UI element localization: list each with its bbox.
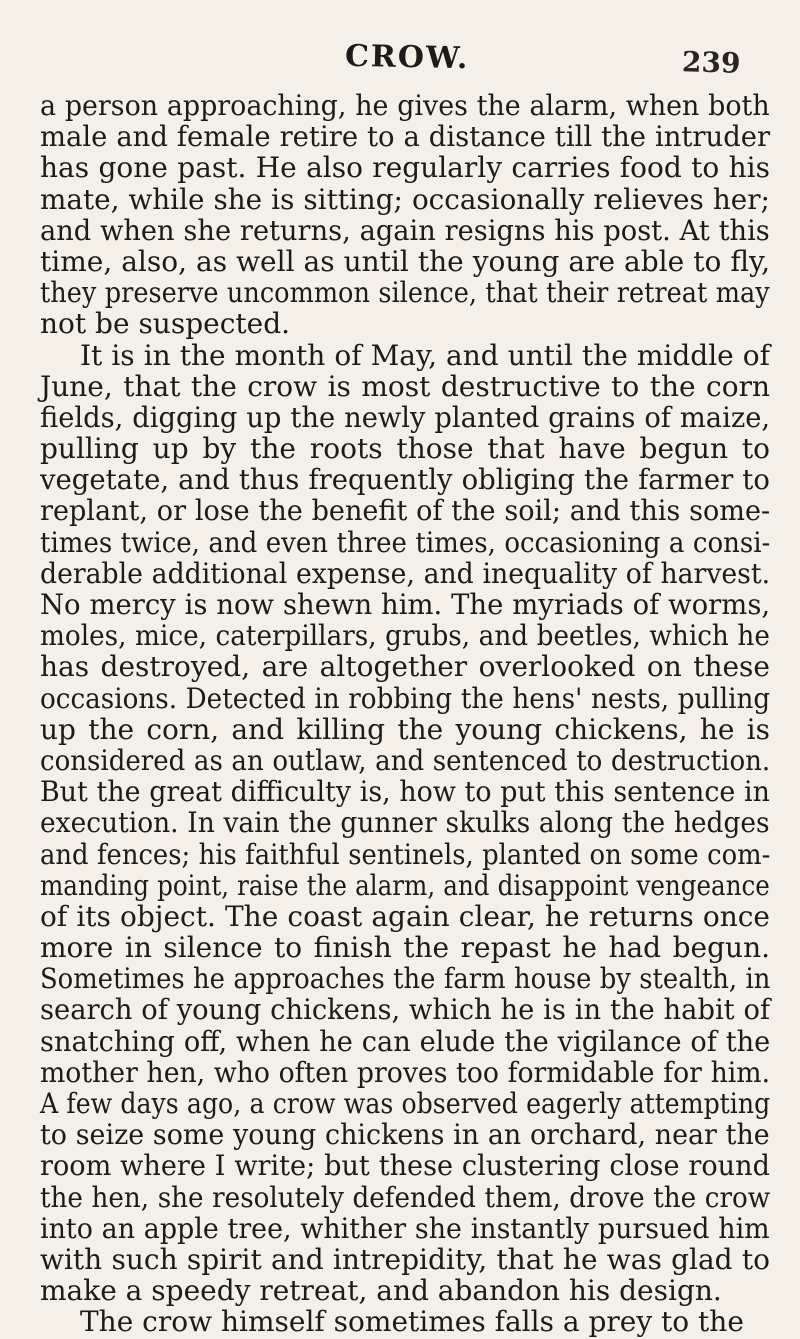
text-line: not be suspected. (40, 307, 291, 341)
text-line: has destroyed, are altogether overlooked on these (40, 650, 770, 684)
text-line: The crow himself sometimes falls a prey to the (80, 1305, 744, 1339)
text-line: up the corn, and killing the young chickens, he is (40, 712, 770, 746)
text-line: times twice, and even three times, occasioning a consi- (40, 525, 771, 559)
body-text (40, 90, 770, 1338)
text-line: derable additional expense, and inequality of harvest. (40, 556, 771, 590)
text-line: mother hen, who often proves too formidable for him. (40, 1055, 771, 1089)
running-head: CROW. (344, 38, 470, 77)
page-header (0, 22, 800, 80)
text-line: and when she returns, again resigns his post. At this (40, 213, 770, 247)
page-number: 239 (681, 45, 741, 80)
text-line: vegetate, and thus frequently obliging the farmer to (40, 463, 770, 497)
text-line: occasions. Detected in robbing the hens' nests, pulling (40, 681, 771, 715)
text-line: moles, mice, caterpillars, grubs, and beetles, which he (40, 619, 770, 653)
text-line: A few days ago, a crow was observed eagerly attempting (40, 1087, 771, 1120)
text-line: more in silence to finish the repast he had begun. (40, 931, 770, 965)
text-line: make a speedy retreat, and abandon his design. (40, 1274, 722, 1308)
text-line: they preserve uncommon silence, that their retreat may (40, 276, 770, 310)
text-line: But the great difficulty is, how to put this sentence in (40, 775, 770, 809)
text-line: execution. In vain the gunner skulks along the hedges (40, 806, 770, 840)
text-line: It is in the month of May, and until the middle of (80, 338, 770, 372)
text-line: of its object. The coast again clear, he returns once (40, 899, 770, 933)
text-line: considered as an outlaw, and sentenced to destruction. (40, 743, 771, 777)
text-line: time, also, as well as until the young are able to fly, (40, 244, 770, 278)
text-line: No mercy is now shewn him. The myriads of worms, (40, 588, 771, 621)
text-line: Sometimes he approaches the farm house by stealth, in (40, 962, 771, 996)
text-line: mate, while she is sitting; occasionally relieves her; (40, 182, 770, 216)
text-line: search of young chickens, which he is in the habit of (40, 993, 771, 1027)
text-line: pulling up by the roots those that have begun to (40, 432, 770, 466)
text-line: to seize some young chickens in an orchard, near the (40, 1118, 770, 1152)
text-line: into an apple tree, whither she instantly pursued him (40, 1211, 770, 1245)
text-line: has gone past. He also regularly carries food to his (40, 151, 770, 185)
text-line: snatching off, when he can elude the vigilance of the (40, 1024, 771, 1058)
text-line: and fences; his faithful sentinels, planted on some com- (40, 837, 771, 871)
text-line: male and female retire to a distance till the intruder (40, 120, 771, 154)
text-line: with such spirit and intrepidity, that he was glad to (40, 1242, 770, 1276)
text-line: a person approaching, he gives the alarm, when both (40, 89, 770, 122)
text-line: replant, or lose the benefit of the soil; and this some- (40, 494, 771, 528)
text-line: manding point, raise the alarm, and disappoint vengeance (40, 868, 770, 902)
text-line: fields, digging up the newly planted grains of maize, (40, 400, 771, 434)
text-line: the hen, she resolutely defended them, drove the crow (40, 1180, 771, 1214)
text-line: June, that the crow is most destructive to the corn (40, 369, 770, 403)
text-line: room where I write; but these clustering close round (40, 1149, 770, 1183)
